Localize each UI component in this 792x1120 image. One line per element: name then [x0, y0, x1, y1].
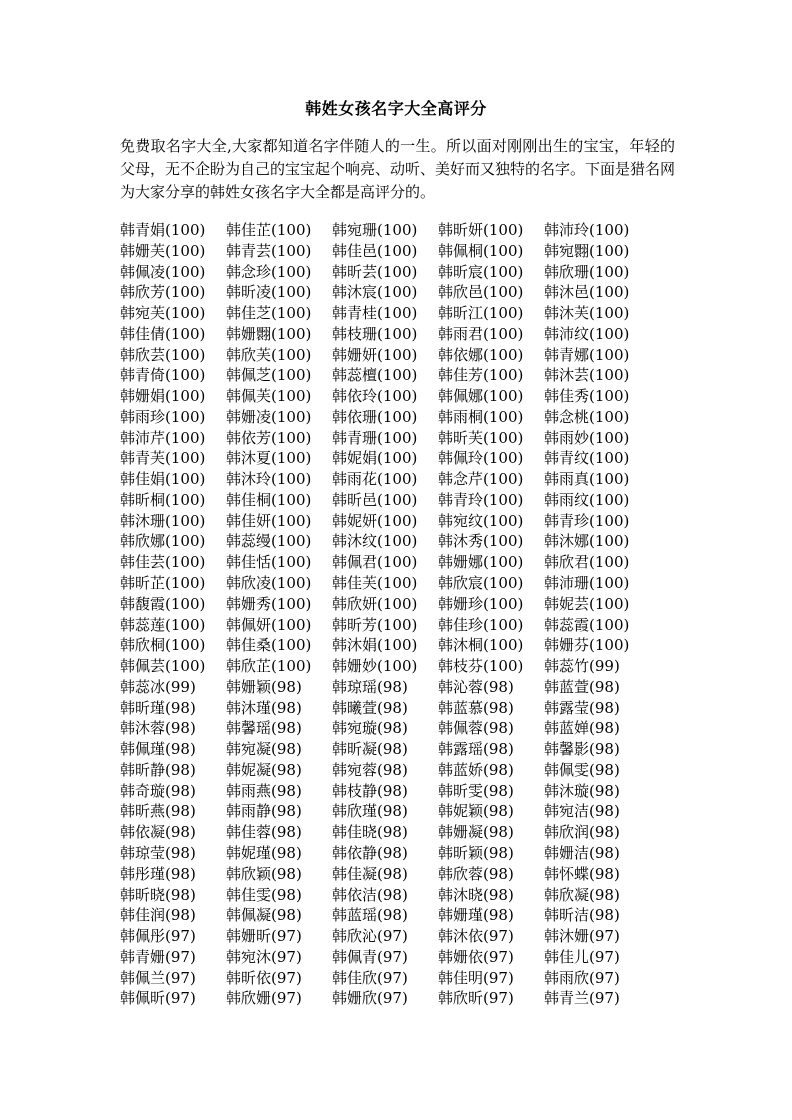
- name-entry: 韩欣芙(100): [226, 345, 312, 364]
- name-entry: 韩青纹(100): [544, 449, 630, 468]
- name-entry: 韩姗芙(100): [120, 241, 206, 260]
- name-entry: 韩念芹(100): [438, 470, 524, 489]
- name-entry: 韩雨欣(97): [544, 968, 620, 987]
- name-entry: 韩姗昕(97): [226, 927, 302, 946]
- name-entry: 韩姗娟(100): [120, 387, 206, 406]
- name-entry: 韩昕凌(100): [226, 283, 312, 302]
- name-entry: 韩昕芸(100): [332, 262, 418, 281]
- name-entry: 韩姗凝(98): [438, 823, 514, 842]
- name-entry: 韩姗瑾(98): [438, 906, 514, 925]
- name-entry: 韩蕊霞(100): [544, 615, 630, 634]
- name-entry: 韩雨花(100): [332, 470, 418, 489]
- name-entry: 韩佳雯(98): [226, 885, 302, 904]
- name-entry: 韩馨瑶(98): [226, 719, 302, 738]
- name-entry: 韩佩娜(100): [438, 387, 524, 406]
- name-entry: 韩佩桐(100): [438, 241, 524, 260]
- name-entry: 韩露莹(98): [544, 698, 620, 717]
- name-entry: 韩沛纹(100): [544, 324, 630, 343]
- name-entry: 韩欣沁(97): [332, 927, 408, 946]
- name-entry: 韩姗颖(98): [226, 677, 302, 696]
- name-entry: 韩宛沐(97): [226, 947, 302, 966]
- name-entry: 韩佳明(97): [438, 968, 514, 987]
- name-entry: 韩青珍(100): [544, 511, 630, 530]
- name-entry: 韩奇璇(98): [120, 781, 196, 800]
- name-entry: 韩沐依(97): [438, 927, 514, 946]
- name-entry: 韩蓝婵(98): [544, 719, 620, 738]
- name-entry: 韩青珊(100): [332, 428, 418, 447]
- name-entry: 韩妮凝(98): [226, 760, 302, 779]
- name-entry: 韩沐芙(100): [544, 304, 630, 323]
- name-entry: 韩姗洁(98): [544, 843, 620, 862]
- name-entry: 韩青倚(100): [120, 366, 206, 385]
- name-entry: 韩青姗(97): [120, 947, 196, 966]
- name-entry: 韩欣芸(100): [120, 345, 206, 364]
- name-entry: 韩青娟(100): [120, 221, 206, 239]
- name-entry: 韩昕瑾(98): [120, 698, 196, 717]
- name-entry: 韩雨纹(100): [544, 490, 630, 509]
- name-entry: 韩欣凌(100): [226, 574, 312, 593]
- name-entry: 韩佩瑾(98): [120, 740, 196, 759]
- name-entry: 韩欣君(100): [544, 553, 630, 572]
- name-entry: 韩宛凝(98): [226, 740, 302, 759]
- name-entry: 韩沐邑(100): [544, 283, 630, 302]
- name-entry: 韩昕燕(98): [120, 802, 196, 821]
- name-entry: 韩蕊莲(100): [120, 615, 206, 634]
- name-entry: 韩沐姗(97): [544, 927, 620, 946]
- name-entry: 韩昕凝(98): [332, 740, 408, 759]
- name-entry: 韩佳晓(98): [332, 823, 408, 842]
- name-entry: 韩欣娜(100): [120, 532, 206, 551]
- names-grid: [120, 220, 700, 1009]
- name-entry: 韩沐璇(98): [544, 781, 620, 800]
- name-entry: 韩雨妙(100): [544, 428, 630, 447]
- name-entry: 韩昕依(97): [226, 968, 302, 987]
- name-entry: 韩昕邑(100): [332, 490, 418, 509]
- name-entry: 韩佩蓉(98): [438, 719, 514, 738]
- name-entry: 韩佩兰(97): [120, 968, 196, 987]
- name-entry: 韩雨珍(100): [120, 407, 206, 426]
- name-entry: 韩依静(98): [332, 843, 408, 862]
- name-entry: 韩昕芳(100): [332, 615, 418, 634]
- name-entry: 韩昕静(98): [120, 760, 196, 779]
- name-entry: 韩昕雯(98): [438, 781, 514, 800]
- name-entry: 韩沛玲(100): [544, 221, 630, 239]
- name-entry: 韩佳儿(97): [544, 947, 620, 966]
- name-entry: 韩蓝萱(98): [544, 677, 620, 696]
- name-entry: 韩依凝(98): [120, 823, 196, 842]
- name-entry: 韩曦萱(98): [332, 698, 408, 717]
- name-entry: 韩青芙(100): [120, 449, 206, 468]
- intro-paragraph: 免费取名字大全,大家都知道名字伴随人的一生。所以面对刚刚出生的宝宝，年轻的父母，无不企盼为自己的宝宝起个响亮、动听、美好而又独特的名字。下面是猎名网为大家分享的韩姓女孩名字大全都是高评分的。: [120, 137, 676, 201]
- name-entry: 韩欣瑾(98): [332, 802, 408, 821]
- name-entry: 韩欣邑(100): [438, 283, 524, 302]
- name-entry: 韩宛蓉(98): [332, 760, 408, 779]
- name-entry: 韩念珍(100): [226, 262, 312, 281]
- name-entry: 韩宛洁(98): [544, 802, 620, 821]
- name-entry: 韩宛珊(100): [332, 221, 418, 239]
- name-entry: 韩雨真(100): [544, 470, 630, 489]
- name-entry: 韩佳芷(100): [226, 221, 312, 239]
- name-entry: 韩妮妍(100): [332, 511, 418, 530]
- name-entry: 韩昕洁(98): [544, 906, 620, 925]
- name-entry: 韩昕宸(100): [438, 262, 524, 281]
- name-entry: 韩依洁(98): [332, 885, 408, 904]
- name-entry: 韩沐玲(100): [226, 470, 312, 489]
- name-entry: 韩佳桐(100): [226, 490, 312, 509]
- name-entry: 韩昕颖(98): [438, 843, 514, 862]
- name-entry: 韩依芳(100): [226, 428, 312, 447]
- name-entry: 韩佩凝(98): [226, 906, 302, 925]
- name-entry: 韩姗秀(100): [226, 594, 312, 613]
- name-entry: 韩姗娜(100): [438, 553, 524, 572]
- name-entry: 韩姗芬(100): [544, 636, 630, 655]
- name-entry: 韩依娜(100): [438, 345, 524, 364]
- name-entry: 韩昕芙(100): [438, 428, 524, 447]
- name-entry: 韩蓝慕(98): [438, 698, 514, 717]
- name-entry: 韩昕妍(100): [438, 221, 524, 239]
- name-entry: 韩佳倩(100): [120, 324, 206, 343]
- name-entry: 韩昕晓(98): [120, 885, 196, 904]
- name-entry: 韩露瑶(98): [438, 740, 514, 759]
- name-entry: 韩蓝娇(98): [438, 760, 514, 779]
- name-entry: 韩沁蓉(98): [438, 677, 514, 696]
- name-entry: 韩沐夏(100): [226, 449, 312, 468]
- name-entry: 韩欣宸(100): [438, 574, 524, 593]
- name-entry: 韩佳珍(100): [438, 615, 524, 634]
- name-entry: 韩欣姗(97): [226, 989, 302, 1008]
- name-entry: 韩姗妍(100): [332, 345, 418, 364]
- name-entry: 韩枝芬(100): [438, 657, 524, 676]
- name-entry: 韩佳润(98): [120, 906, 196, 925]
- name-entry: 韩佩凌(100): [120, 262, 206, 281]
- name-entry: 韩蕊竹(99): [544, 657, 620, 676]
- name-entry: 韩佳芸(100): [120, 553, 206, 572]
- name-entry: 韩欣蓉(98): [438, 864, 514, 883]
- name-entry: 韩青芸(100): [226, 241, 312, 260]
- name-entry: 韩佩芙(100): [226, 387, 312, 406]
- name-entry: 韩念桃(100): [544, 407, 630, 426]
- name-entry: 韩佳秀(100): [544, 387, 630, 406]
- name-entry: 韩欣桐(100): [120, 636, 206, 655]
- name-entry: 韩青玲(100): [438, 490, 524, 509]
- name-entry: 韩佳邑(100): [332, 241, 418, 260]
- name-entry: 韩青娜(100): [544, 345, 630, 364]
- name-entry: 韩佳芝(100): [226, 304, 312, 323]
- name-entry: 韩依珊(100): [332, 407, 418, 426]
- name-entry: 韩琼瑶(98): [332, 677, 408, 696]
- name-entry: 韩佳桑(100): [226, 636, 312, 655]
- name-entry: 韩宛翾(100): [544, 241, 630, 260]
- name-entry: 韩沐宸(100): [332, 283, 418, 302]
- name-entry: 韩雨静(98): [226, 802, 302, 821]
- name-entry: 韩蓝瑶(98): [332, 906, 408, 925]
- name-entry: 韩姗翾(100): [226, 324, 312, 343]
- name-entry: 韩姗珍(100): [438, 594, 524, 613]
- name-entry: 韩欣妍(100): [332, 594, 418, 613]
- name-entry: 韩雨君(100): [438, 324, 524, 343]
- name-entry: 韩宛纹(100): [438, 511, 524, 530]
- name-entry: 韩沐芸(100): [544, 366, 630, 385]
- name-entry: 韩雨桐(100): [438, 407, 524, 426]
- name-entry: 韩佳芙(100): [332, 574, 418, 593]
- name-entry: 韩蕊缦(100): [226, 532, 312, 551]
- name-entry: 韩沐瑾(98): [226, 698, 302, 717]
- name-entry: 韩欣凝(98): [544, 885, 620, 904]
- name-entry: 韩青桂(100): [332, 304, 418, 323]
- name-entry: 韩妮颖(98): [438, 802, 514, 821]
- name-entry: 韩沐珊(100): [120, 511, 206, 530]
- document-title: 韩姓女孩名字大全高评分: [305, 99, 487, 118]
- name-entry: 韩妮娟(100): [332, 449, 418, 468]
- name-entry: 韩佳欣(97): [332, 968, 408, 987]
- name-entry: 韩欣芷(100): [226, 657, 312, 676]
- name-entry: 韩沛芹(100): [120, 428, 206, 447]
- name-entry: 韩欣润(98): [544, 823, 620, 842]
- name-entry: 韩佩君(100): [332, 553, 418, 572]
- name-entry: 韩佩妍(100): [226, 615, 312, 634]
- name-entry: 韩馥霞(100): [120, 594, 206, 613]
- name-entry: 韩宛芙(100): [120, 304, 206, 323]
- name-entry: 韩佳芳(100): [438, 366, 524, 385]
- name-entry: 韩佩雯(98): [544, 760, 620, 779]
- name-entry: 韩昕芷(100): [120, 574, 206, 593]
- name-entry: 韩雨燕(98): [226, 781, 302, 800]
- name-entry: 韩昕桐(100): [120, 490, 206, 509]
- name-entry: 韩姗依(97): [438, 947, 514, 966]
- name-entry: 韩欣昕(97): [438, 989, 514, 1008]
- name-entry: 韩蕊冰(99): [120, 677, 196, 696]
- name-entry: 韩沐晓(98): [438, 885, 514, 904]
- name-entry: 韩沐蓉(98): [120, 719, 196, 738]
- name-entry: 韩沐纹(100): [332, 532, 418, 551]
- name-entry: 韩佳恬(100): [226, 553, 312, 572]
- name-entry: 韩姗欣(97): [332, 989, 408, 1008]
- name-entry: 韩佩彤(97): [120, 927, 196, 946]
- name-entry: 韩姗妙(100): [332, 657, 418, 676]
- name-entry: 韩欣颖(98): [226, 864, 302, 883]
- name-entry: 韩佩芸(100): [120, 657, 206, 676]
- name-entry: 韩佳妍(100): [226, 511, 312, 530]
- name-entry: 韩欣芳(100): [120, 283, 206, 302]
- name-entry: 韩沐娟(100): [332, 636, 418, 655]
- name-entry: 韩枝静(98): [332, 781, 408, 800]
- name-entry: 韩妮瑾(98): [226, 843, 302, 862]
- name-entry: 韩妮芸(100): [544, 594, 630, 613]
- name-entry: 韩蕊檀(100): [332, 366, 418, 385]
- name-entry: 韩佳蓉(98): [226, 823, 302, 842]
- name-entry: 韩彤瑾(98): [120, 864, 196, 883]
- name-entry: 韩沐桐(100): [438, 636, 524, 655]
- name-entry: 韩怀蝶(98): [544, 864, 620, 883]
- name-entry: 韩青兰(97): [544, 989, 620, 1008]
- name-entry: 韩佳娟(100): [120, 470, 206, 489]
- name-entry: 韩馨影(98): [544, 740, 620, 759]
- name-entry: 韩佩玲(100): [438, 449, 524, 468]
- name-entry: 韩枝珊(100): [332, 324, 418, 343]
- name-entry: 韩沐娜(100): [544, 532, 630, 551]
- name-entry: 韩姗凌(100): [226, 407, 312, 426]
- name-entry: 韩佩芝(100): [226, 366, 312, 385]
- name-entry: 韩佩青(97): [332, 947, 408, 966]
- name-entry: 韩佳凝(98): [332, 864, 408, 883]
- name-entry: 韩琼莹(98): [120, 843, 196, 862]
- name-entry: 韩昕江(100): [438, 304, 524, 323]
- name-entry: 韩宛璇(98): [332, 719, 408, 738]
- name-entry: 韩沐秀(100): [438, 532, 524, 551]
- name-entry: 韩佩昕(97): [120, 989, 196, 1008]
- name-entry: 韩欣珊(100): [544, 262, 630, 281]
- name-entry: 韩沛珊(100): [544, 574, 630, 593]
- name-entry: 韩依玲(100): [332, 387, 418, 406]
